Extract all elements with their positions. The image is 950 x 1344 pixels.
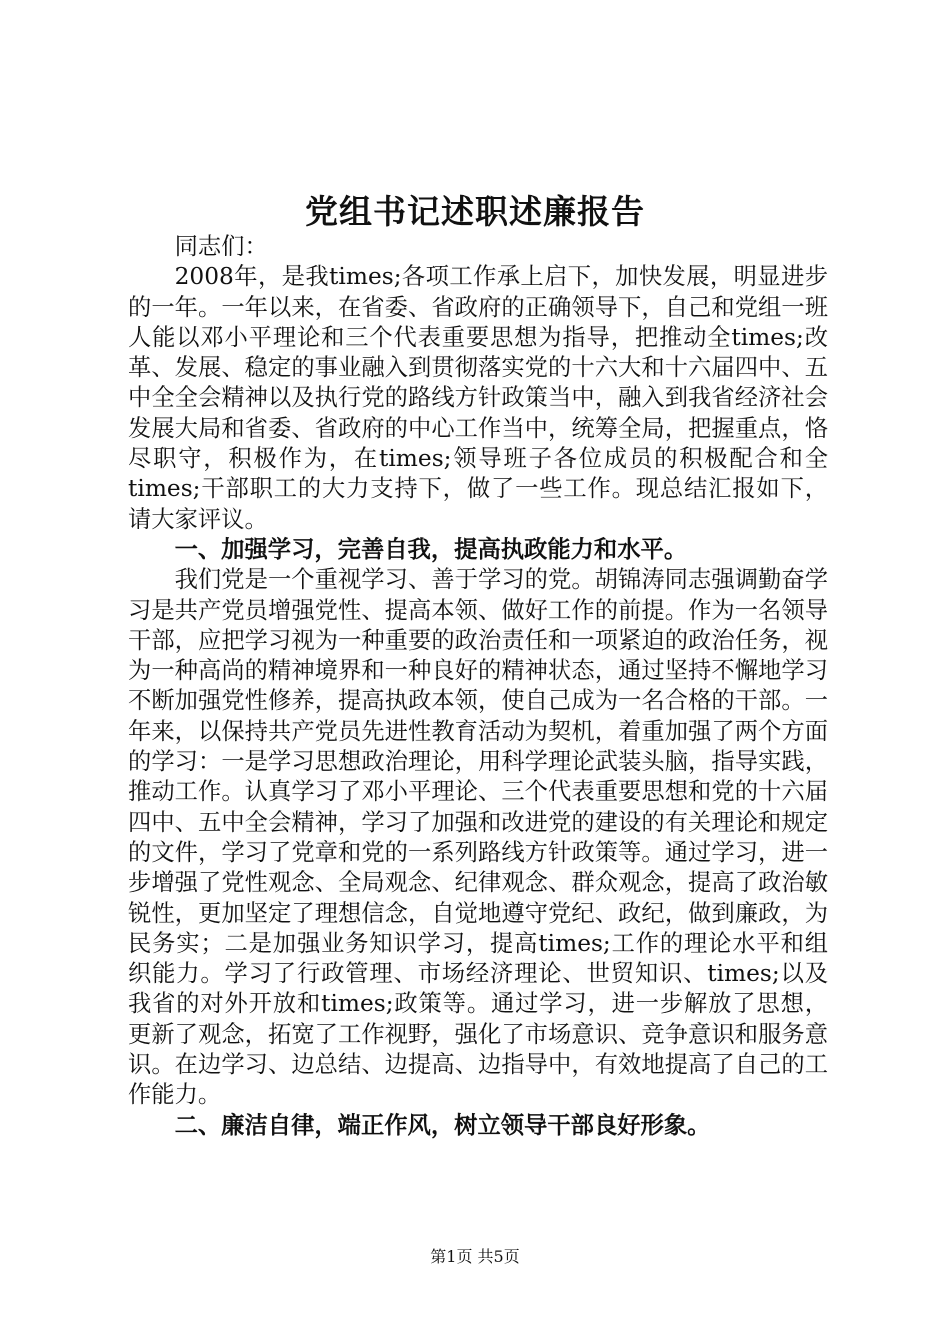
- salutation: 同志们：: [174, 233, 268, 260]
- document-body: [128, 232, 828, 1141]
- page-number: 第1页 共5页: [430, 1247, 520, 1266]
- section-heading-2: 二、廉洁自律，端正作风，树立领导干部良好形象。: [174, 1111, 711, 1139]
- document-title: 党组书记述职述廉报告: [305, 192, 645, 231]
- section-heading-1: 一、加强学习，完善自我，提高执政能力和水平。: [174, 535, 688, 563]
- intro-paragraph: 2008年，是我times;各项工作承上启下，加快发展，明显进步的一年。一年以来，在省委、省政府的正确领导下，自己和党组一班人能以邓小平理论和三个代表重要思想为指导，把推动全times;改革、发展、稳定的事业融入到贯彻落实党的十六大和十六届四中、五中全全会精神以及执行党的路线方针政策当中，融入到我省经济社会发展大局和省委、省政府的中心工作当中，统筹全局，把握重点，恪尽职守，积极作为，在times;领导班子各位成员的积极配合和全times;干部职工的大力支持下，做了一些工作。现总结汇报如下，请大家评议。: [128, 263, 828, 533]
- section-1-paragraph: 我们党是一个重视学习、善于学习的党。胡锦涛同志强调勤奋学习是共产党员增强党性、提高本领、做好工作的前提。作为一名领导干部，应把学习视为一种重要的政治责任和一项紧迫的政治任务，视为一种高尚的精神境界和一种良好的精神状态，通过坚持不懈地学习不断加强党性修养，提高执政本领，使自己成为一名合格的干部。一年来，以保持共产党员先进性教育活动为契机，着重加强了两个方面的学习：一是学习思想政治理论，用科学理论武装头脑，指导实践，推动工作。认真学习了邓小平理论、三个代表重要思想和党的十六届四中、五中全会精神，学习了加强和改进党的建设的有关理论和规定的文件，学习了党章和党的一系列路线方针政策等。通过学习，进一步增强了党性观念、全局观念、纪律观念、群众观念，提高了政治敏锐性，更加坚定了理想信念，自觉地遵守党纪、政纪，做到廉政，为民务实；二是加强业务知识学习，提高times;工作的理论水平和组织能力。学习了行政管理、市场经济理论、世贸知识、times;以及我省的对外开放和times;政策等。通过学习，进一步解放了思想，更新了观念，拓宽了工作视野，强化了市场意识、竞争意识和服务意识。在边学习、边总结、边提高、边指导中，有效地提高了自己的工作能力。: [128, 566, 828, 1109]
